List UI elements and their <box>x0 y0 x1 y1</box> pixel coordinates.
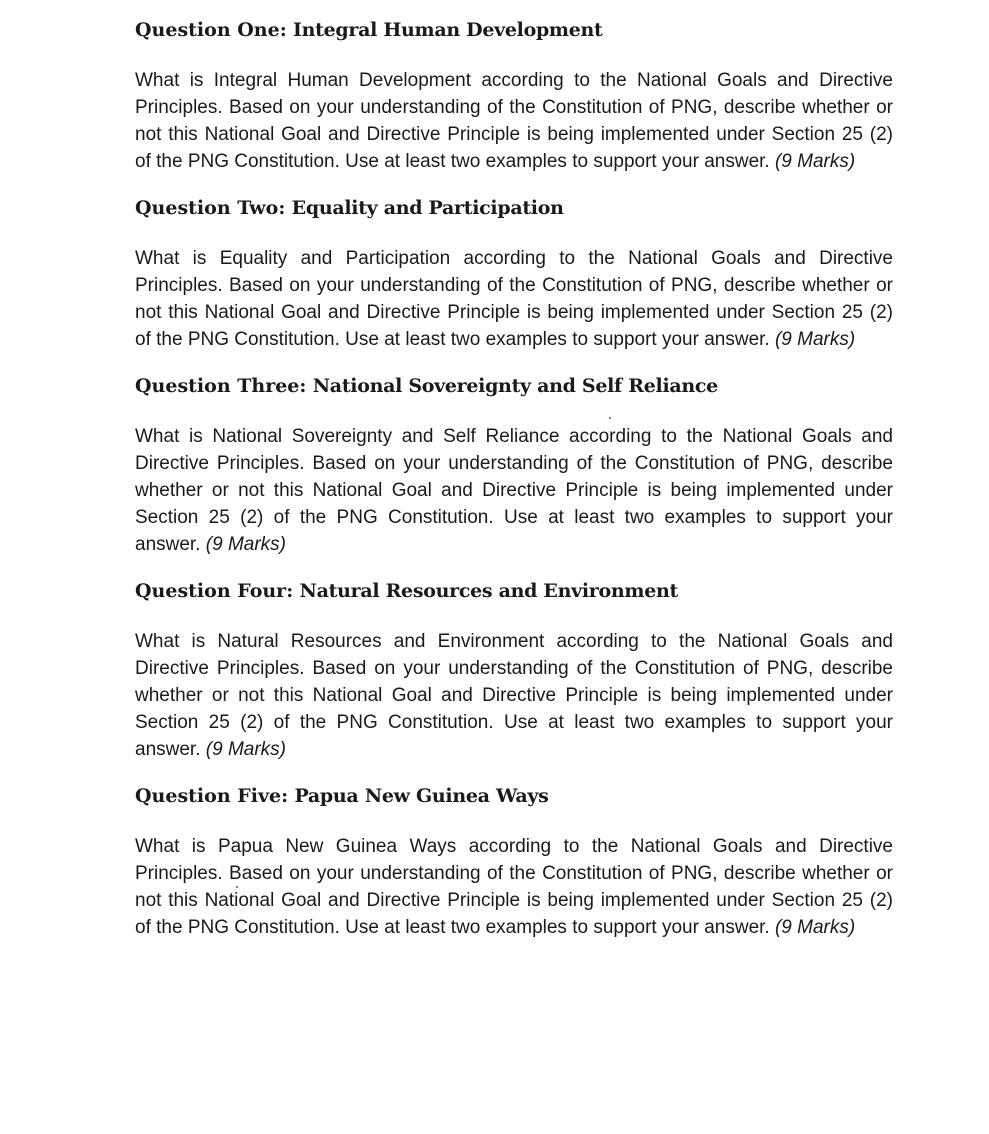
question-topic: Integral Human Development <box>293 19 603 41</box>
question-heading <box>135 18 893 42</box>
question-heading <box>135 579 893 603</box>
question-number: Question One: <box>135 19 287 41</box>
question-five <box>135 784 893 941</box>
question-number: Question Five: <box>135 785 289 807</box>
question-four <box>135 579 893 763</box>
question-body: What is Integral Human Development according to the National Goals and Directive Principles. Based on your understanding of the Constitution of PNG, describe whether or not this National Goal and Directive Principle is being implemented under Section 25 (2) of the PNG Constitution. Use at least two examples to support your answer. <box>135 70 893 172</box>
question-body: What is National Sovereignty and Self Reliance according to the National Goals and Directive Principles. Based on your understanding of the Constitution of PNG, describe whether or not this National Goal and Directive Principle is being implemented under Section 25 (2) of the PNG Constitution. Use at least two examples to support your answer. <box>135 426 893 555</box>
question-body: What is Natural Resources and Environment according to the National Goals and Directive Principles. Based on your understanding of the Constitution of PNG, describe whether or not this National Goal and Directive Principle is being implemented under Section 25 (2) of the PNG Constitution. Use at least two examples to support your answer. <box>135 631 893 760</box>
question-marks: (9 Marks) <box>774 329 856 350</box>
question-one <box>135 18 893 175</box>
question-topic: Papua New Guinea Ways <box>294 785 549 807</box>
question-body: What is Papua New Guinea Ways according to the National Goals and Directive Principles. Based on your understanding of the Constitution of PNG, describe whether or not this National Goal and Directive Principle is being implemented under Section 25 (2) of the PNG Constitution. Use at least two examples to support your answer. <box>135 836 893 938</box>
question-text <box>135 67 893 175</box>
question-topic: National Sovereignty and Self Reliance <box>312 375 718 397</box>
question-number: Question Three: <box>135 375 307 397</box>
question-body: What is Equality and Participation according to the National Goals and Directive Principles. Based on your understanding of the Constitution of PNG, describe whether or not this National Goal and Directive Principle is being implemented under Section 25 (2) of the PNG Constitution. Use at least two examples to support your answer. <box>135 248 893 350</box>
question-sheet <box>135 14 893 962</box>
question-heading <box>135 784 893 808</box>
question-three <box>135 374 893 558</box>
question-text <box>135 833 893 941</box>
question-topic: Equality and Participation <box>291 197 564 219</box>
question-topic: Natural Resources and Environment <box>299 580 678 602</box>
question-text <box>135 245 893 353</box>
question-marks: (9 Marks) <box>205 534 286 555</box>
question-number: Question Four: <box>135 580 294 602</box>
scan-speck <box>236 886 238 888</box>
question-text <box>135 423 893 558</box>
question-text <box>135 628 893 763</box>
question-heading <box>135 196 893 220</box>
question-marks: (9 Marks) <box>774 151 856 172</box>
question-marks: (9 Marks) <box>205 739 286 760</box>
scan-speck <box>609 417 611 419</box>
question-number: Question Two: <box>135 197 286 219</box>
question-heading <box>135 374 893 398</box>
question-marks: (9 Marks) <box>774 917 856 938</box>
question-two <box>135 196 893 353</box>
